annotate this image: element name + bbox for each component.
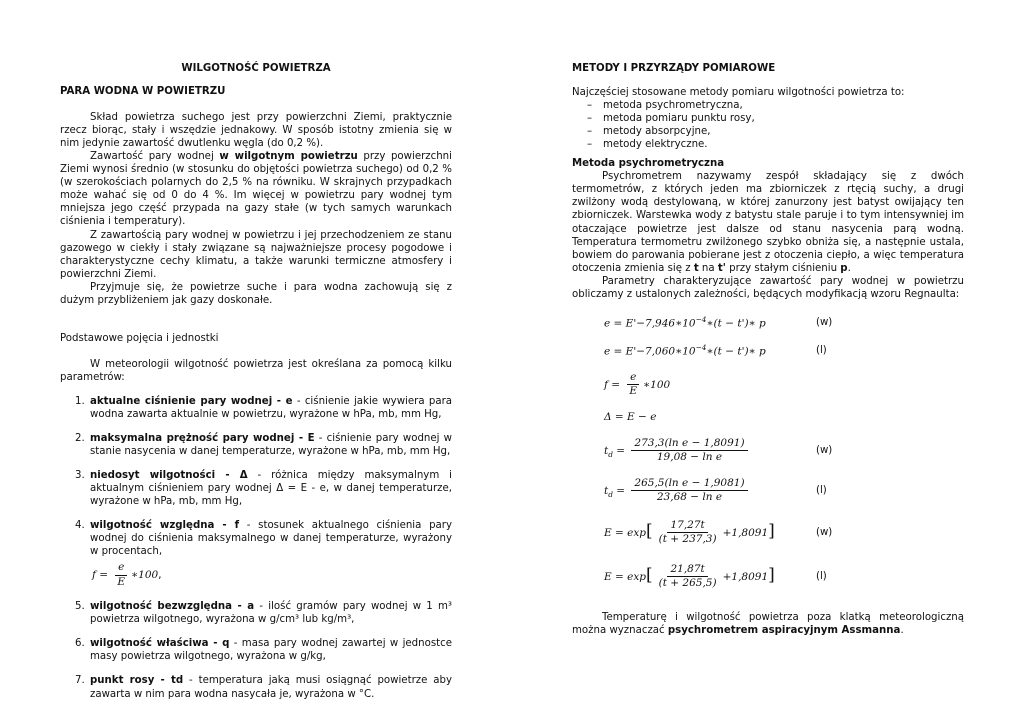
formula-row: E = exp[ $\frac{17,27t}{(t + 237,3)}$ +1,8091] (w) xyxy=(604,518,833,546)
parameter-list xyxy=(60,395,452,701)
list-item: – metody elektryczne. xyxy=(572,138,964,151)
formula-row: $e = E'-7,946∗10^{-4}∗(t$ − t')∗ p (w) xyxy=(604,314,833,330)
page-title: METODY I PRZYRZĄDY POMIAROWE xyxy=(572,63,776,74)
list-item: – metoda pomiaru punktu rosy, xyxy=(572,112,964,125)
list-item: 5. wilgotność bezwzględna - a - ilość gramów pary wodnej w 1 m³ powietrza wilgotnego, wyrażona w g/cm³ lub kg/m³, xyxy=(75,601,453,626)
list-item: 2. maksymalna prężność pary wodnej - E - ciśnienie pary wodnej w stanie nasycenia w danej temperaturze, wyrażone w hPa, mb, mm Hg, xyxy=(75,433,453,458)
right-column xyxy=(572,58,964,637)
paragraph: Psychrometrem nazywamy zespół składający się z dwóch termometrów, z których jeden ma zbiorniczek z rtęcią suchy, a drugi zwilżony wodą destylowaną, w której zanurzony jest batyst owijający ten zbiorniczek. Warstewka wody z batystu stale paruje i to tym intensywniej im otaczające powietrze jest dalsze od stanu nasycenia parą wodną. Temperatura termometru zwilżonego szybko obniża się, a następnie ustala, bowiem do parowania pobierane jest z otoczenia ciepło, a więc temperatura otoczenia zmienia się z t na t' przy stałym ciśnieniu p. xyxy=(572,171,964,274)
section-heading: PARA WODNA W POWIETRZU xyxy=(60,86,226,98)
list-item: 6. wilgotność właściwa - q - masa pary wodnej zawartej w jednostce masy powietrza wilgotnego, wyrażona w g/kg, xyxy=(75,638,453,663)
formula-row: E = exp[ $\frac{21,87t}{(t + 265,5)}$ +1,8091] (l) xyxy=(604,562,827,590)
method-list xyxy=(572,99,964,151)
paragraph: Z zawartością pary wodnej w powietrzu i jej przechodzeniem ze stanu gazowego w ciekły i stały związane są najważniejsze procesy pogodowe i charakterystyczne cechy klimatu, a także warunki termiczne atmosfery i powierzchni Ziemi. xyxy=(60,229,452,280)
list-item: 7. punkt rosy - td - temperatura jaką musi osiągnąć powietrze aby zawarta w nim para wodna nasycała je, wyrażona w °C. xyxy=(75,675,452,700)
formula-block xyxy=(572,309,964,599)
formula-row: $t_d$ = $\frac{\text{273,3(ln e − 1,8091)}}{\text{19,08 − ln e}}$ (w) xyxy=(604,436,833,464)
formula-row: f = $\frac{e}{E}$ ∗100 xyxy=(604,370,671,398)
paragraph: Temperaturę i wilgotność powietrza poza klatką meteorologiczną można wyznaczać psychrometrem aspiracyjnym Assmanna. xyxy=(572,611,964,636)
paragraph: Najczęściej stosowane metody pomiaru wilgotności powietrza to: xyxy=(572,87,905,99)
paragraph: Skład powietrza suchego jest przy powierzchni Ziemi, praktycznie rzecz biorąc, stały i wszędzie jednakowy. W sposób istotny zmienia się w nim jedynie zawartość dwutlenku węgla (do 0,2 %). xyxy=(60,112,452,150)
page-title: WILGOTNOŚĆ POWIETRZA xyxy=(181,63,331,74)
formula-f: f = $\frac{e}{E}$ ∗100, xyxy=(92,561,162,588)
left-column xyxy=(60,58,452,712)
paragraph: W meteorologii wilgotność powietrza jest określana za pomocą kilku parametrów: xyxy=(60,358,452,383)
formula-row: $e = E'-7,060∗10^{-4}∗(t$ − t')∗ p (l) xyxy=(604,342,827,358)
formula-row: Δ = E − e xyxy=(604,411,657,424)
paragraph: Parametry charakteryzujące zawartość pary wodnej w powietrzu obliczamy z ustalonych zależności, będących modyfikacją wzoru Regnaulta: xyxy=(572,275,964,300)
list-item: – metoda psychrometryczna, xyxy=(572,99,964,112)
list-item: 4. wilgotność względna - f - stosunek aktualnego ciśnienia pary wodnej do ciśnienia maksymalnego w danej temperaturze, wyrażony w procentach, f = $\frac{e}{E}$ ∗100, xyxy=(75,520,452,588)
list-item: 3. niedosyt wilgotności - Δ - różnica między maksymalnym i aktualnym ciśnieniem pary wodnej Δ = E - e, w danej temperaturze, wyrażone w hPa, mb, mm Hg, xyxy=(75,470,452,508)
subheading: Podstawowe pojęcia i jednostki xyxy=(60,332,219,344)
list-item: 1. aktualne ciśnienie pary wodnej - e - ciśnienie jakie wywiera para wodna zawarta aktualnie w powietrzu, wyrażone w hPa, mb, mm Hg, xyxy=(75,395,453,420)
paragraph: Przyjmuje się, że powietrze suche i para wodna zachowują się z dużym przybliżeniem jak gazy doskonałe. xyxy=(60,281,452,306)
section-heading: Metoda psychrometryczna xyxy=(572,158,725,170)
paragraph: Zawartość pary wodnej w wilgotnym powietrzu przy powierzchni Ziemi wynosi średnio (w stosunku do objętości powietrza suchego) od 0,2 % (w szerokościach polarnych do 2,5 % na równiku. W skrajnych przypadkach może wahać się od 0 do 4 %. Im więcej w powietrzu pary wodnej tym mniejsza jego część przypada na gazy stałe (w tych samych warunkach ciśnienia i temperatury). xyxy=(60,151,452,228)
formula-row: $t_d$ = $\frac{\text{265,5(ln e − 1,9081)}}{\text{23,68 − ln e}}$ (l) xyxy=(604,476,827,504)
list-item: – metody absorpcyjne, xyxy=(572,125,964,138)
